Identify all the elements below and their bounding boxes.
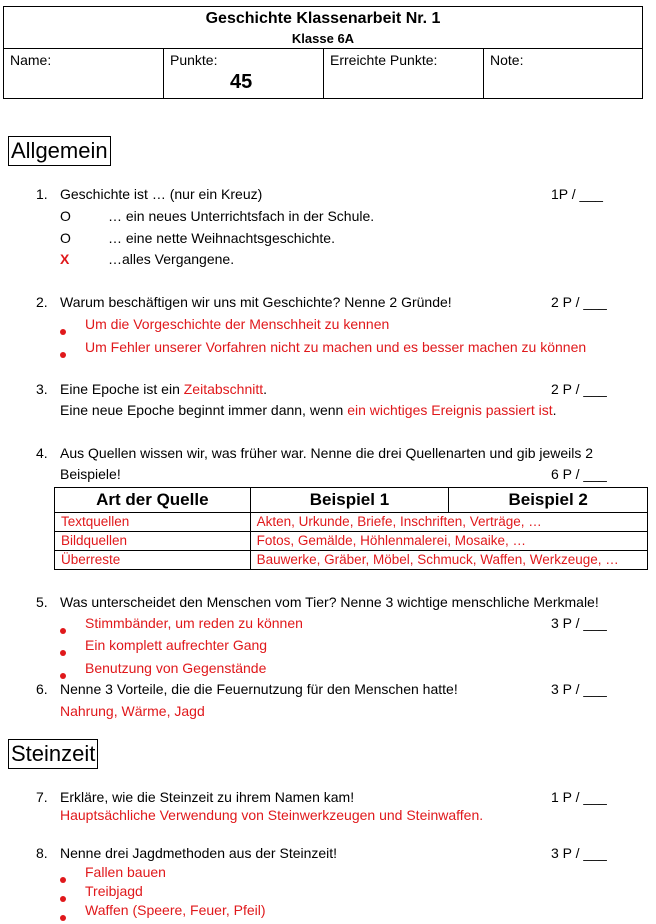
table-cell: Überreste	[55, 551, 251, 570]
name-field[interactable]	[4, 49, 164, 98]
option-mark[interactable]: O	[60, 230, 71, 246]
question-number: 6.	[36, 681, 48, 697]
answer-item: Stimmbänder, um reden zu können	[85, 615, 303, 631]
question-2-text: Warum beschäftigen wir uns mit Geschichte? Nenne 2 Gründe!	[60, 294, 452, 310]
question-4-points: 6 P / ___	[551, 466, 607, 482]
question-number: 8.	[36, 845, 48, 861]
table-cell: Bildquellen	[55, 532, 251, 551]
question-4-text-line-1: Aus Quellen wissen wir, was früher war. Nenne die drei Quellenarten und gib jeweils 2	[60, 445, 594, 461]
question-5-text: Was unterscheidet den Menschen vom Tier? Nenne 3 wichtige menschliche Merkmale!	[60, 594, 599, 610]
question-3-points: 2 P / ___	[551, 381, 607, 397]
table-cell: Akten, Urkunde, Briefe, Inschriften, Verträge, …	[250, 513, 647, 532]
sources-table	[54, 487, 648, 570]
answer-item: Treibjagd	[85, 883, 143, 899]
question-4-text-line-2: Beispiele!	[60, 466, 121, 482]
question-5-points: 3 P / ___	[551, 615, 607, 631]
bullet-icon	[60, 643, 66, 659]
answer-inline: ein wichtiges Ereignis passiert ist	[347, 402, 553, 418]
punkte-value: 45	[230, 71, 253, 93]
section-heading-allgemein: Allgemein	[8, 136, 111, 166]
bullet-icon	[60, 666, 66, 682]
answer-item: Ein komplett aufrechter Gang	[85, 637, 268, 653]
punkte-label: Punkte:	[170, 52, 218, 68]
question-7-points: 1 P / ___	[551, 789, 607, 805]
question-3-line-1: Eine Epoche ist ein Zeitabschnitt.	[60, 381, 268, 397]
table-cell: Bauwerke, Gräber, Möbel, Schmuck, Waffen, Werkzeuge, …	[250, 551, 647, 570]
answer-text: Hauptsächliche Verwendung von Steinwerkzeugen und Steinwaffen.	[60, 807, 484, 823]
bullet-icon	[60, 889, 66, 905]
option-mark-selected[interactable]: X	[60, 251, 70, 267]
question-8-text: Nenne drei Jagdmethoden aus der Steinzeit!	[60, 845, 338, 861]
question-number: 7.	[36, 789, 48, 805]
table-cell: Fotos, Gemälde, Höhlenmalerei, Mosaike, …	[250, 532, 647, 551]
answer-inline: Zeitabschnitt	[183, 381, 264, 397]
question-number: 2.	[36, 294, 48, 310]
answer-item: Waffen (Speere, Feuer, Pfeil)	[85, 902, 266, 918]
erreichte-punkte-label: Erreichte Punkte:	[330, 52, 438, 68]
table-header: Art der Quelle	[55, 488, 251, 513]
question-3-line-2: Eine neue Epoche beginnt immer dann, wenn ein wichtiges Ereignis passiert ist.	[60, 402, 557, 418]
note-field[interactable]	[484, 49, 642, 98]
bullet-icon	[60, 322, 66, 338]
table-cell: Textquellen	[55, 513, 251, 532]
answer-item: Fallen bauen	[85, 864, 166, 880]
question-6-text: Nenne 3 Vorteile, die die Feuernutzung für den Menschen hatte!	[60, 681, 458, 697]
question-number: 5.	[36, 594, 48, 610]
exam-header	[3, 6, 643, 99]
bullet-icon	[60, 870, 66, 886]
bullet-icon	[60, 345, 66, 361]
question-7-text: Erkläre, wie die Steinzeit zu ihrem Namen kam!	[60, 789, 355, 805]
section-heading-steinzeit: Steinzeit	[8, 739, 98, 769]
punkte-field	[164, 49, 324, 98]
option-text: … eine nette Weihnachtsgeschichte.	[108, 230, 335, 246]
question-1-points: 1P / ___	[551, 186, 603, 202]
table-row	[55, 513, 648, 532]
answer-item: Benutzung von Gegenstände	[85, 660, 267, 676]
name-label: Name:	[10, 52, 52, 68]
table-header-row	[55, 488, 648, 513]
answer-text: Nahrung, Wärme, Jagd	[60, 703, 205, 719]
question-1-text: Geschichte ist … (nur ein Kreuz)	[60, 186, 263, 202]
option-mark[interactable]: O	[60, 208, 71, 224]
question-number: 1.	[36, 186, 48, 202]
question-6-points: 3 P / ___	[551, 681, 607, 697]
bullet-icon	[60, 908, 66, 924]
exam-title: Geschichte Klassenarbeit Nr. 1	[205, 10, 441, 27]
option-text: … ein neues Unterrichtsfach in der Schule.	[108, 208, 375, 224]
bullet-icon	[60, 621, 66, 637]
option-text: …alles Vergangene.	[108, 251, 235, 267]
exam-class: Klasse 6A	[291, 31, 355, 46]
question-8-points: 3 P / ___	[551, 845, 607, 861]
note-label: Note:	[490, 52, 524, 68]
question-number: 4.	[36, 445, 48, 461]
table-header: Beispiel 1	[250, 488, 449, 513]
table-header: Beispiel 2	[449, 488, 648, 513]
erreichte-punkte-field[interactable]	[324, 49, 484, 98]
table-row	[55, 532, 648, 551]
header-fields-row	[4, 48, 642, 98]
table-row	[55, 551, 648, 570]
answer-item: Um die Vorgeschichte der Menschheit zu kennen	[85, 316, 390, 332]
question-number: 3.	[36, 381, 48, 397]
question-2-points: 2 P / ___	[551, 294, 607, 310]
answer-item: Um Fehler unserer Vorfahren nicht zu machen und es besser machen zu können	[85, 339, 587, 355]
